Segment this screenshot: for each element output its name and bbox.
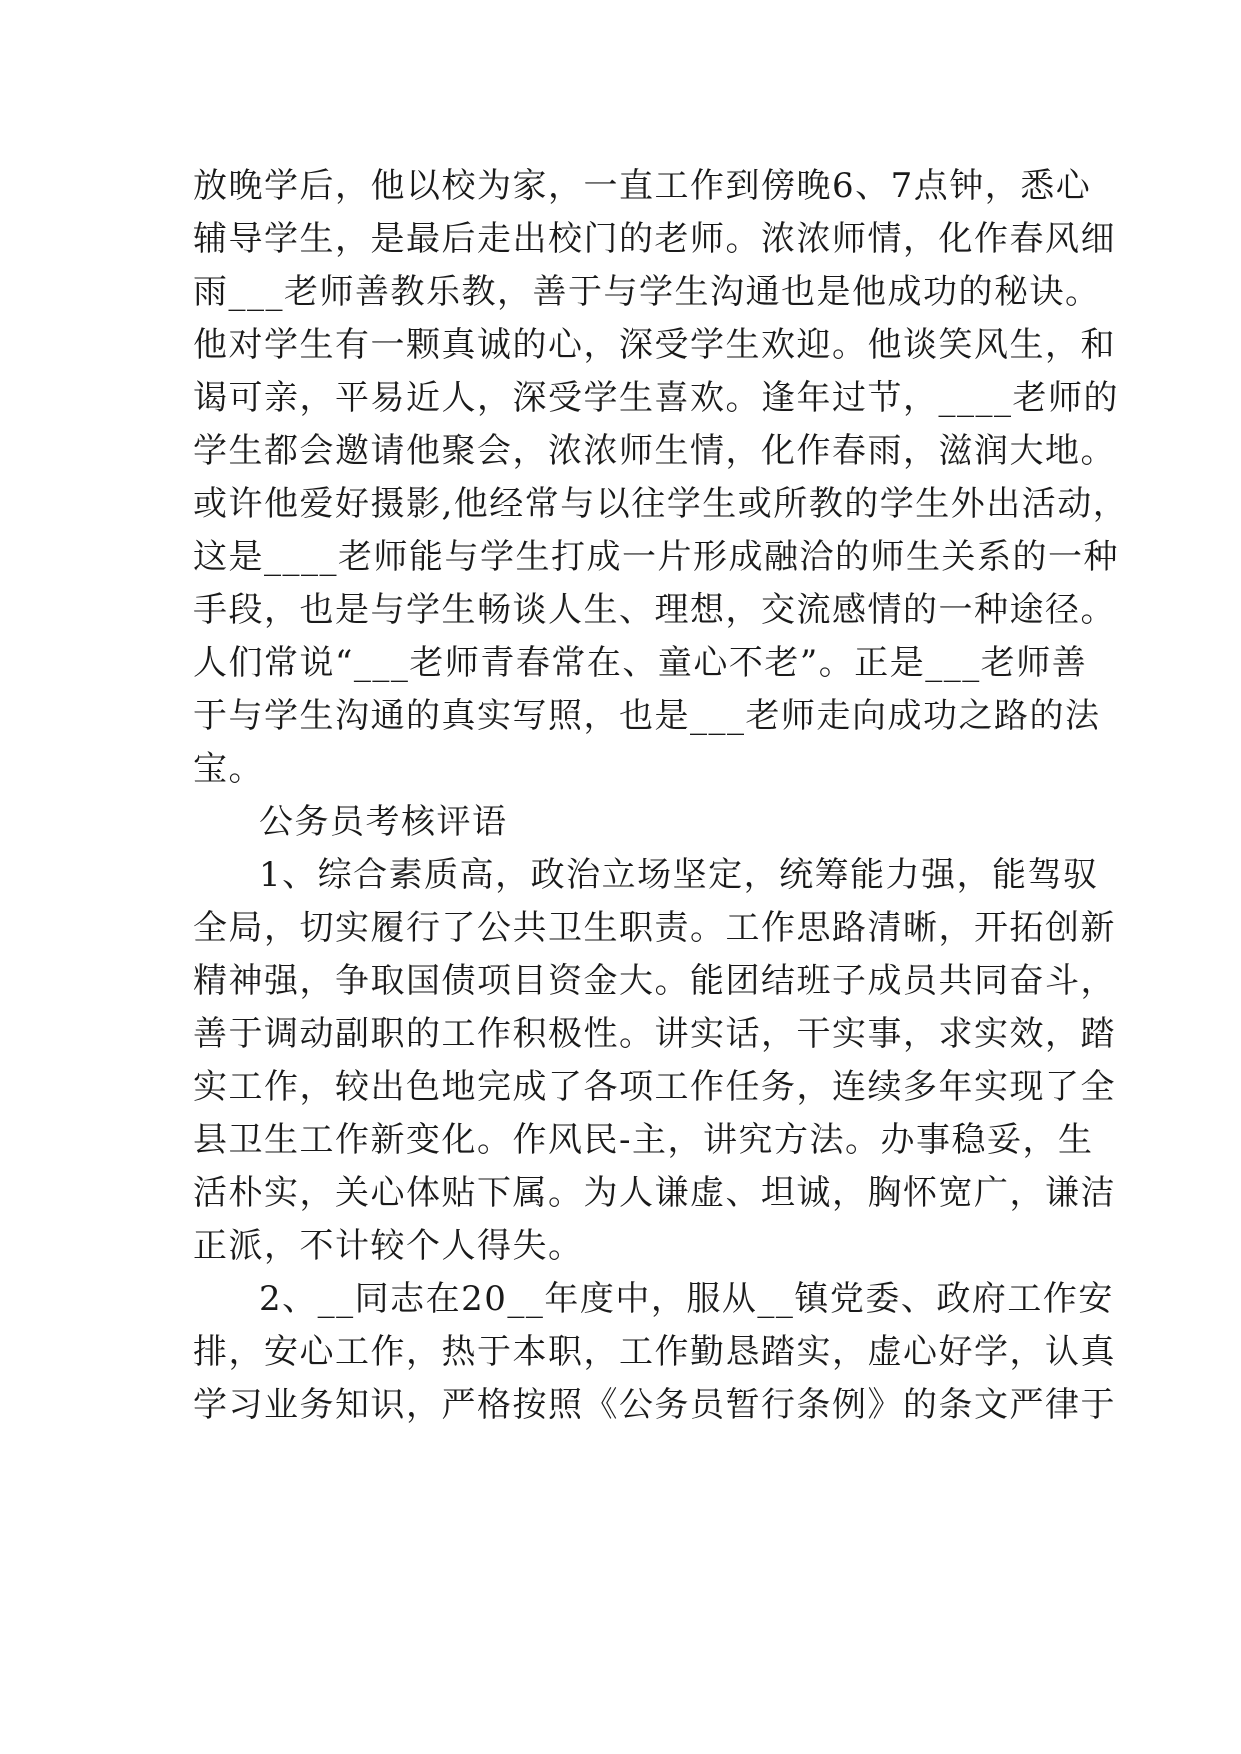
text-line: 县卫生工作新变化。作风民-主，讲究方法。办事稳妥，生	[193, 1120, 1094, 1160]
text-line: 雨___老师善教乐教，善于与学生沟通也是他成功的秘诀。	[193, 272, 1101, 312]
paragraph-start: 2、__同志在20__年度中，服从__镇党委、政府工作安	[259, 1279, 1114, 1319]
paragraph-start: 1、综合素质高，政治立场坚定，统筹能力强，能驾驭	[259, 855, 1099, 895]
section-heading: 公务员考核评语	[259, 802, 508, 842]
text-line: 精神强，争取国债项目资金大。能团结班子成员共同奋斗，	[193, 961, 1116, 1001]
text-line: 善于调动副职的工作积极性。讲实话，干实事，求实效，踏	[193, 1014, 1116, 1054]
text-line: 他对学生有一颗真诚的心，深受学生欢迎。他谈笑风生，和	[193, 325, 1116, 365]
text-line: 谒可亲，平易近人，深受学生喜欢。逢年过节，____老师的	[193, 378, 1119, 418]
text-line: 手段，也是与学生畅谈人生、理想，交流感情的一种途径。	[193, 590, 1116, 630]
text-line: 正派，不计较个人得失。	[193, 1226, 584, 1266]
text-line: 或许他爱好摄影,他经常与以往学生或所教的学生外出活动，	[193, 484, 1129, 524]
text-line: 活朴实，关心体贴下属。为人谦虚、坦诚，胸怀宽广，谦洁	[193, 1173, 1116, 1213]
text-line: 人们常说“___老师青春常在、童心不老”。正是___老师善	[193, 643, 1088, 683]
document-body	[193, 160, 1129, 1432]
text-line: 全局，切实履行了公共卫生职责。工作思路清晰，开拓创新	[193, 908, 1116, 948]
text-line: 于与学生沟通的真实写照，也是___老师走向成功之路的法	[193, 696, 1101, 736]
text-line: 学生都会邀请他聚会，浓浓师生情，化作春雨，滋润大地。	[193, 431, 1116, 471]
text-line: 放晚学后，他以校为家，一直工作到傍晚6、7点钟，悉心	[193, 166, 1092, 206]
text-line: 学习业务知识，严格按照《公务员暂行条例》的条文严律于	[193, 1385, 1116, 1425]
text-line: 实工作，较出色地完成了各项工作任务，连续多年实现了全	[193, 1067, 1116, 1107]
text-line: 宝。	[193, 749, 264, 789]
text-line: 排，安心工作，热于本职，工作勤恳踏实，虚心好学，认真	[193, 1332, 1116, 1372]
text-line: 辅导学生，是最后走出校门的老师。浓浓师情，化作春风细	[193, 219, 1116, 259]
text-line: 这是____老师能与学生打成一片形成融洽的师生关系的一种	[193, 537, 1119, 577]
